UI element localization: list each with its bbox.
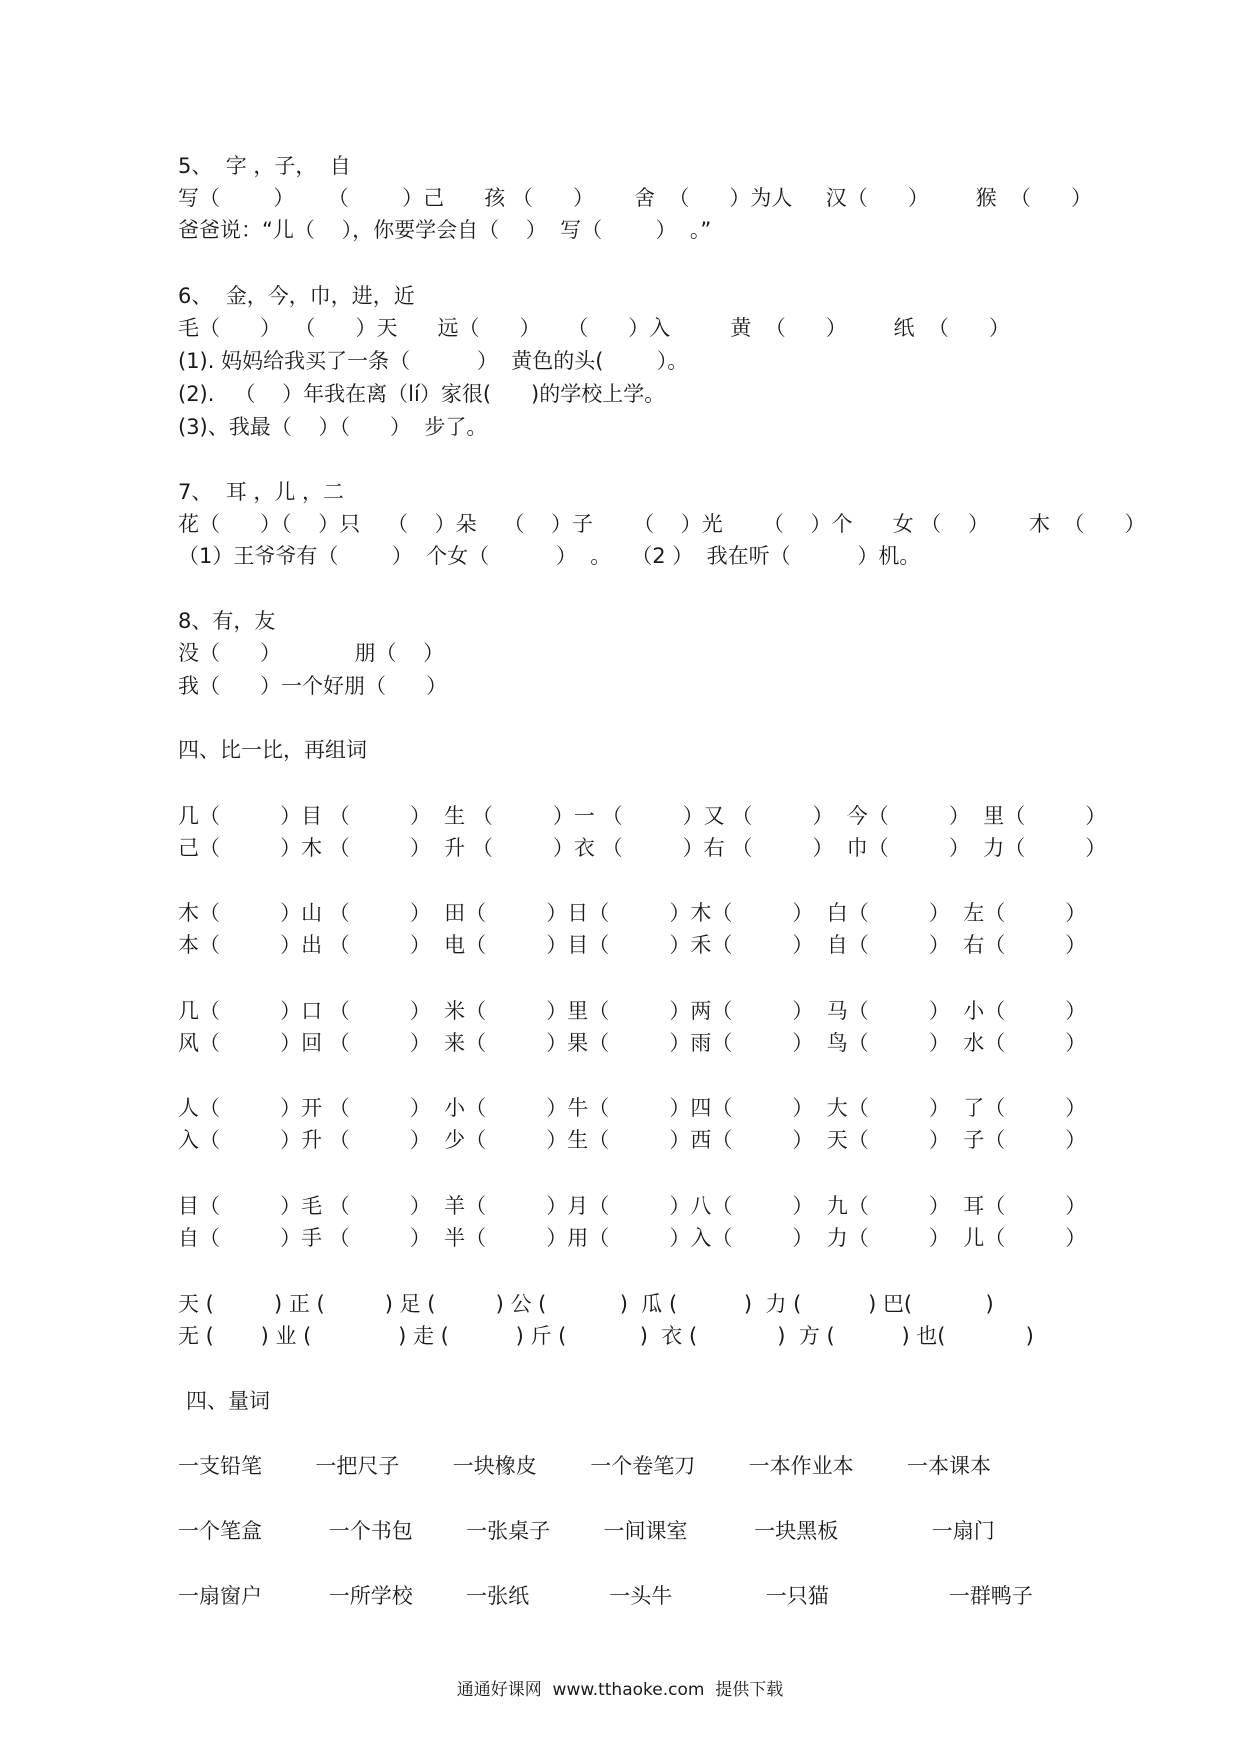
section-5-line-1: 写（ ） （ ）己 孩 （ ） 舍 （ ）为人 汉（ ） 猴 （ ） [178,186,1092,210]
compare-row: 几（ ）口 （ ） 米（ ）里（ ）两（ ） 马（ ） 小（ ） [178,999,1087,1023]
compare-row: 本（ ）出 （ ） 电（ ）目（ ）禾（ ） 自（ ） 右（ ） [178,933,1087,957]
page-footer: 通通好课网 www.tthaoke.com 提供下载 [456,1680,784,1700]
compare-row: 目（ ）毛 （ ） 羊（ ）月（ ）八（ ） 九（ ） 耳（ ） [178,1194,1087,1218]
section-8-title: 8、有，友 [178,609,276,633]
compare-row: 天 ( ) 正 ( ) 足 ( ) 公 ( ) 瓜 ( ) 力 ( ) 巴( ) [178,1292,994,1316]
section-8-line-2: 我（ ）一个好朋（ ） [178,674,448,698]
section-5-line-2: 爸爸说：“儿（ ），你要学会自（ ） 写（ ） 。” [178,218,712,242]
measure-row: 一个笔盒 一个书包 一张桌子 一间课室 一块黑板 一扇门 [178,1519,995,1543]
compare-row: 人（ ）开 （ ） 小（ ）牛（ ）四（ ） 大（ ） 了（ ） [178,1096,1087,1120]
compare-row: 入（ ）升 （ ） 少（ ）生（ ）西（ ） 天（ ） 子（ ） [178,1128,1087,1152]
section-5-title: 5、 字 ，子， 自 [178,154,351,178]
section-6-title: 6、 金，今，巾，进，近 [178,284,415,308]
measure-row: 一支铅笔 一把尺子 一块橡皮 一个卷笔刀 一本作业本 一本课本 [178,1454,992,1478]
section-8-line-1: 没（ ） 朋（ ） [178,641,445,665]
compare-row: 木（ ）山 （ ） 田（ ）日（ ）木（ ） 白（ ） 左（ ） [178,901,1087,925]
section-6-line-4: (3)、我最（ ）（ ） 步了。 [178,415,488,439]
section-6-line-3: (2). （ ）年我在离（lí）家很( )的学校上学。 [178,382,666,406]
compare-row: 风（ ）回 （ ） 来（ ）果（ ）雨（ ） 鸟（ ） 水（ ） [178,1031,1087,1055]
compare-row: 自（ ）手 （ ） 半（ ）用（ ）入（ ） 力（ ） 儿（ ） [178,1226,1087,1250]
measure-row: 一扇窗户 一所学校 一张纸 一头牛 一只猫 一群鸭子 [178,1584,1033,1608]
compare-row: 己（ ）木 （ ） 升 （ ）衣 （ ）右 （ ） 巾（ ） 力（ ） [178,836,1107,860]
section-7-title: 7、 耳 ，儿 ，二 [178,480,345,504]
section-6-line-1: 毛（ ） （ ）天 远（ ） （ ）入 黄 （ ） 纸 （ ） [178,316,1010,340]
measure-section-title: 四、量词 [186,1389,270,1413]
compare-row: 无 ( ) 业 ( ) 走 ( ) 斤 ( ) 衣 ( ) 方 ( ) 也( ) [178,1324,1034,1348]
compare-section-title: 四、比一比，再组词 [178,738,367,762]
section-7-line-1: 花（ ）（ ）只 （ ）朵 （ ）子 （ ）光 （ ）个 女 （ ） 木 （ ） [178,512,1146,536]
compare-row: 几（ ）目 （ ） 生 （ ）一 （ ）又 （ ） 今（ ） 里（ ） [178,804,1107,828]
section-7-line-2: （1）王爷爷有（ ） 个女（ ） 。 （2 ） 我在听（ ）机。 [178,544,921,568]
section-6-line-2: (1). 妈妈给我买了一条（ ） 黄色的头( ）。 [178,349,689,373]
